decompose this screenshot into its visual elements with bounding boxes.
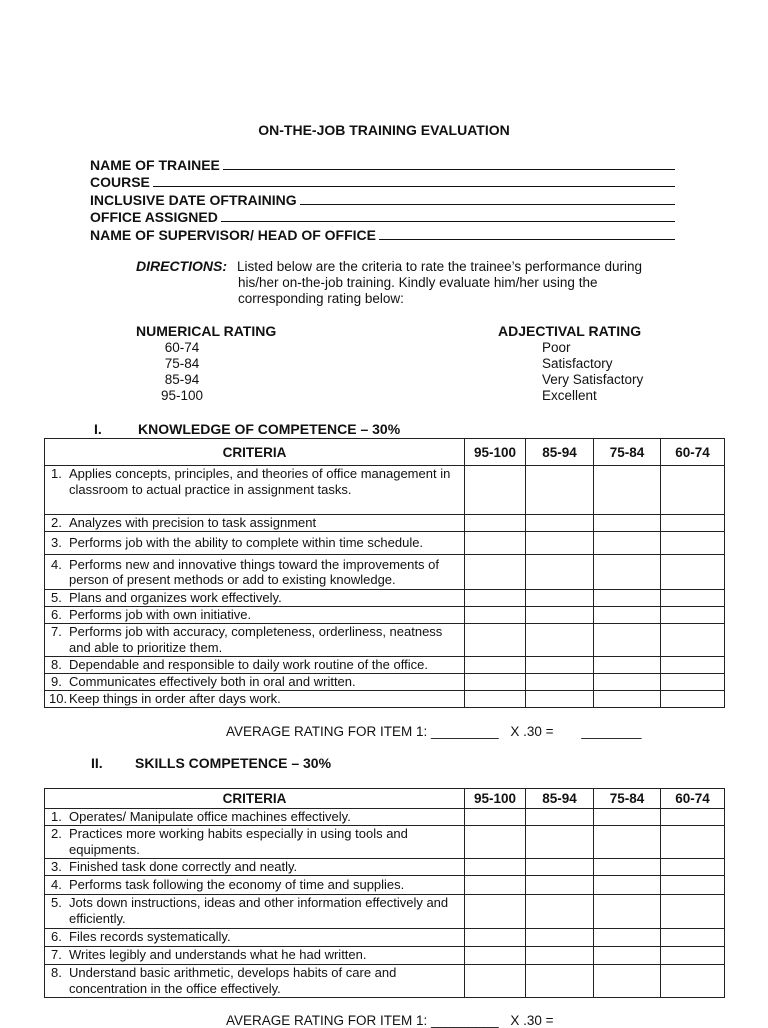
rating-cell[interactable] — [526, 674, 594, 691]
item-number: 4. — [51, 556, 62, 572]
section-number: II. — [91, 755, 103, 771]
rating-header: 75-84 — [594, 789, 661, 809]
rating-cell[interactable] — [661, 929, 725, 947]
criteria-text: Understand basic arithmetic, develops habits of care and concentration in the office effectively. — [69, 965, 397, 996]
rating-cell[interactable] — [661, 826, 725, 859]
item-number: 9. — [51, 674, 62, 689]
item-number: 1. — [51, 466, 62, 481]
criteria-cell — [45, 809, 465, 826]
average-label: AVERAGE RATING FOR ITEM 1: — [226, 1013, 428, 1028]
table-row — [45, 555, 725, 590]
table-header-row — [45, 439, 725, 466]
section-title: SKILLS COMPETENCE – 30% — [135, 755, 332, 771]
item-number: 6. — [51, 607, 62, 622]
info-field-office — [90, 208, 675, 226]
info-field-supervisor — [90, 225, 675, 243]
criteria-cell — [45, 929, 465, 947]
rating-cell[interactable] — [526, 691, 594, 708]
rating-cell[interactable] — [594, 691, 661, 708]
rating-cell[interactable] — [526, 466, 594, 515]
rating-header: 85-94 — [526, 789, 594, 809]
rating-cell[interactable] — [661, 555, 725, 590]
rating-cell[interactable] — [526, 876, 594, 895]
rating-cell[interactable] — [661, 947, 725, 965]
rating-cell[interactable] — [594, 555, 661, 590]
criteria-cell — [45, 555, 465, 590]
directions-line: his/her on-the-job training. Kindly evaluate him/her using the — [238, 275, 598, 290]
rating-cell[interactable] — [465, 895, 526, 929]
rating-cell[interactable] — [526, 657, 594, 674]
criteria-text: Applies concepts, principles, and theories of office management in classroom to actual practice in assignment tasks. — [69, 466, 451, 497]
table-row — [45, 947, 725, 965]
criteria-cell — [45, 515, 465, 532]
table-row — [45, 691, 725, 708]
table-row — [45, 826, 725, 859]
rating-cell[interactable] — [594, 809, 661, 826]
rating-cell[interactable] — [526, 515, 594, 532]
directions-text — [238, 259, 668, 307]
table-row — [45, 607, 725, 624]
item-number: 5. — [51, 895, 62, 910]
table-row — [45, 624, 725, 657]
weighted-score-blank: ________ — [581, 724, 642, 739]
rating-cell[interactable] — [594, 826, 661, 859]
numerical-rating-list — [152, 340, 212, 404]
rating-cell[interactable] — [526, 532, 594, 555]
table-row — [45, 590, 725, 607]
rating-header: 95-100 — [465, 789, 526, 809]
rating-cell[interactable] — [594, 657, 661, 674]
item-number: 8. — [51, 965, 62, 980]
numerical-rating-header: NUMERICAL RATING — [136, 323, 277, 339]
criteria-text: Dependable and responsible to daily work routine of the office. — [69, 657, 428, 672]
table-row — [45, 466, 725, 515]
table-row — [45, 876, 725, 895]
rating-cell[interactable] — [661, 895, 725, 929]
rating-header: 95-100 — [465, 439, 526, 466]
criteria-text: Jots down instructions, ideas and other information effectively and efficiently. — [69, 895, 449, 926]
rating-cell[interactable] — [465, 809, 526, 826]
directions-label: DIRECTIONS: — [136, 258, 227, 274]
adjectival-rating: Poor — [542, 340, 571, 355]
table-row — [45, 809, 725, 826]
rating-cell[interactable] — [661, 515, 725, 532]
table-row — [45, 657, 725, 674]
criteria-text: Performs job with the ability to complete within time schedule. — [69, 535, 424, 551]
criteria-text: Finished task done correctly and neatly. — [69, 859, 298, 874]
rating-cell[interactable] — [526, 555, 594, 590]
criteria-text: Performs new and innovative things toward the improvements of person of present methods or add to existing knowledge. — [69, 556, 439, 587]
rating-cell[interactable] — [526, 809, 594, 826]
rating-cell[interactable] — [465, 590, 526, 607]
rating-cell[interactable] — [465, 532, 526, 555]
criteria-cell — [45, 691, 465, 708]
criteria-text: Analyzes with precision to task assignment — [69, 515, 317, 530]
criteria-header: CRITERIA — [45, 789, 465, 809]
criteria-text: Files records systematically. — [69, 929, 231, 944]
rating-header: 75-84 — [594, 439, 661, 466]
info-label: COURSE — [90, 174, 150, 190]
rating-header: 60-74 — [661, 789, 725, 809]
criteria-cell — [45, 674, 465, 691]
criteria-text: Performs job with own initiative. — [69, 607, 252, 622]
rating-header: 60-74 — [661, 439, 725, 466]
item-number: 1. — [51, 809, 62, 824]
table-header-row — [45, 789, 725, 809]
trainee-info — [90, 155, 675, 243]
info-field-course — [90, 173, 675, 191]
rating-cell[interactable] — [526, 607, 594, 624]
criteria-text: Performs task following the economy of time and supplies. — [69, 877, 405, 893]
rating-cell[interactable] — [594, 607, 661, 624]
blank-line — [379, 239, 675, 240]
rating-cell[interactable] — [661, 607, 725, 624]
rating-cell[interactable] — [465, 859, 526, 876]
criteria-header: CRITERIA — [45, 439, 465, 466]
rating-cell[interactable] — [594, 674, 661, 691]
info-field-trainee-name — [90, 155, 675, 173]
item-number: 8. — [51, 657, 62, 672]
numerical-rating: 75-84 — [164, 356, 200, 371]
average-blank: _________ — [431, 1013, 499, 1028]
info-field-training-dates — [90, 190, 675, 208]
criteria-cell — [45, 826, 465, 859]
rating-cell[interactable] — [661, 532, 725, 555]
rating-cell[interactable] — [661, 674, 725, 691]
rating-cell[interactable] — [526, 859, 594, 876]
rating-cell[interactable] — [465, 965, 526, 998]
criteria-text: Performs job with accuracy, completeness, orderliness, neatness and able to prioritize them. — [69, 624, 443, 655]
criteria-cell — [45, 876, 465, 895]
section-title: KNOWLEDGE OF COMPETENCE – 30% — [138, 421, 401, 437]
item-number: 3. — [51, 859, 62, 874]
blank-line — [153, 186, 675, 187]
criteria-cell — [45, 859, 465, 876]
numerical-rating: 85-94 — [164, 372, 200, 387]
adjectival-rating-header: ADJECTIVAL RATING — [498, 323, 642, 339]
rating-cell[interactable] — [526, 947, 594, 965]
rating-cell[interactable] — [465, 466, 526, 515]
rating-cell[interactable] — [465, 826, 526, 859]
table-row — [45, 859, 725, 876]
rating-cell[interactable] — [661, 590, 725, 607]
rating-cell[interactable] — [661, 657, 725, 674]
rating-cell[interactable] — [465, 657, 526, 674]
criteria-cell — [45, 657, 465, 674]
rating-cell[interactable] — [526, 624, 594, 657]
rating-cell[interactable] — [526, 965, 594, 998]
rating-cell[interactable] — [526, 826, 594, 859]
section-number: I. — [94, 421, 102, 437]
criteria-text: Communicates effectively both in oral and written. — [69, 674, 356, 689]
rating-cell[interactable] — [661, 691, 725, 708]
rating-cell[interactable] — [594, 947, 661, 965]
criteria-cell — [45, 624, 465, 657]
rating-header: 85-94 — [526, 439, 594, 466]
info-label: INCLUSIVE DATE OFTRAINING — [90, 191, 297, 208]
blank-line — [221, 221, 675, 222]
item-number: 10. — [49, 691, 68, 706]
criteria-cell — [45, 532, 465, 555]
info-label: NAME OF TRAINEE — [90, 156, 220, 173]
rating-cell[interactable] — [526, 929, 594, 947]
criteria-text: Operates/ Manipulate office machines effectively. — [69, 809, 351, 824]
average-rating-line-2 — [226, 1013, 554, 1028]
criteria-cell — [45, 466, 465, 515]
table-row — [45, 532, 725, 555]
criteria-cell — [45, 590, 465, 607]
rating-cell[interactable] — [465, 691, 526, 708]
rating-cell[interactable] — [594, 590, 661, 607]
rating-cell[interactable] — [594, 466, 661, 515]
item-number: 4. — [51, 877, 62, 893]
adjectival-rating: Satisfactory — [542, 356, 613, 371]
adjectival-rating-list — [542, 340, 643, 404]
table-row — [45, 965, 725, 998]
directions-line: Listed below are the criteria to rate the trainee’s performance during — [237, 259, 642, 274]
directions-line: corresponding rating below: — [238, 291, 404, 306]
criteria-text: Writes legibly and understands what he had written. — [69, 947, 367, 962]
info-label: NAME OF SUPERVISOR/ HEAD OF OFFICE — [90, 226, 376, 243]
numerical-rating: 60-74 — [164, 340, 200, 355]
rating-cell[interactable] — [661, 624, 725, 657]
rating-cell[interactable] — [594, 965, 661, 998]
rating-cell[interactable] — [465, 876, 526, 895]
table-row — [45, 929, 725, 947]
table-row — [45, 895, 725, 929]
criteria-cell — [45, 965, 465, 998]
rating-cell[interactable] — [594, 859, 661, 876]
rating-cell[interactable] — [465, 929, 526, 947]
average-label: AVERAGE RATING FOR ITEM 1: — [226, 724, 428, 739]
adjectival-rating: Excellent — [542, 388, 597, 403]
rating-cell[interactable] — [594, 515, 661, 532]
item-number: 2. — [51, 826, 62, 841]
table-row — [45, 515, 725, 532]
criteria-cell — [45, 947, 465, 965]
rating-cell[interactable] — [465, 947, 526, 965]
weight-multiplier: X .30 = — [510, 724, 554, 739]
rating-cell[interactable] — [465, 555, 526, 590]
rating-cell[interactable] — [526, 590, 594, 607]
rating-cell[interactable] — [465, 515, 526, 532]
item-number: 7. — [51, 624, 62, 639]
criteria-table-section-2 — [44, 788, 725, 998]
item-number: 3. — [51, 535, 62, 551]
average-blank: _________ — [431, 724, 499, 739]
average-rating-line-1 — [226, 724, 641, 739]
criteria-cell — [45, 895, 465, 929]
rating-cell[interactable] — [594, 532, 661, 555]
adjectival-rating: Very Satisfactory — [542, 372, 644, 387]
criteria-text: Keep things in order after days work. — [69, 691, 281, 706]
form-title: ON-THE-JOB TRAINING EVALUATION — [258, 122, 510, 138]
rating-cell[interactable] — [465, 607, 526, 624]
rating-cell[interactable] — [526, 895, 594, 929]
rating-cell[interactable] — [594, 624, 661, 657]
criteria-table-section-1 — [44, 438, 725, 708]
rating-cell[interactable] — [465, 624, 526, 657]
rating-cell[interactable] — [594, 895, 661, 929]
criteria-text: Practices more working habits especially in using tools and equipments. — [69, 826, 408, 857]
item-number: 2. — [51, 515, 62, 530]
rating-cell[interactable] — [594, 929, 661, 947]
item-number: 5. — [51, 590, 62, 605]
rating-cell[interactable] — [465, 674, 526, 691]
weight-multiplier: X .30 = — [510, 1013, 554, 1028]
rating-cell[interactable] — [661, 965, 725, 998]
item-number: 7. — [51, 947, 62, 962]
rating-cell[interactable] — [661, 809, 725, 826]
numerical-rating: 95-100 — [160, 388, 204, 403]
criteria-cell — [45, 607, 465, 624]
rating-cell[interactable] — [661, 876, 725, 895]
blank-line — [300, 204, 675, 205]
blank-line — [223, 169, 675, 170]
rating-cell[interactable] — [661, 859, 725, 876]
item-number: 6. — [51, 929, 62, 944]
criteria-text: Plans and organizes work effectively. — [69, 590, 282, 605]
table-row — [45, 674, 725, 691]
rating-cell[interactable] — [661, 466, 725, 515]
rating-cell[interactable] — [594, 876, 661, 895]
info-label: OFFICE ASSIGNED — [90, 209, 218, 225]
